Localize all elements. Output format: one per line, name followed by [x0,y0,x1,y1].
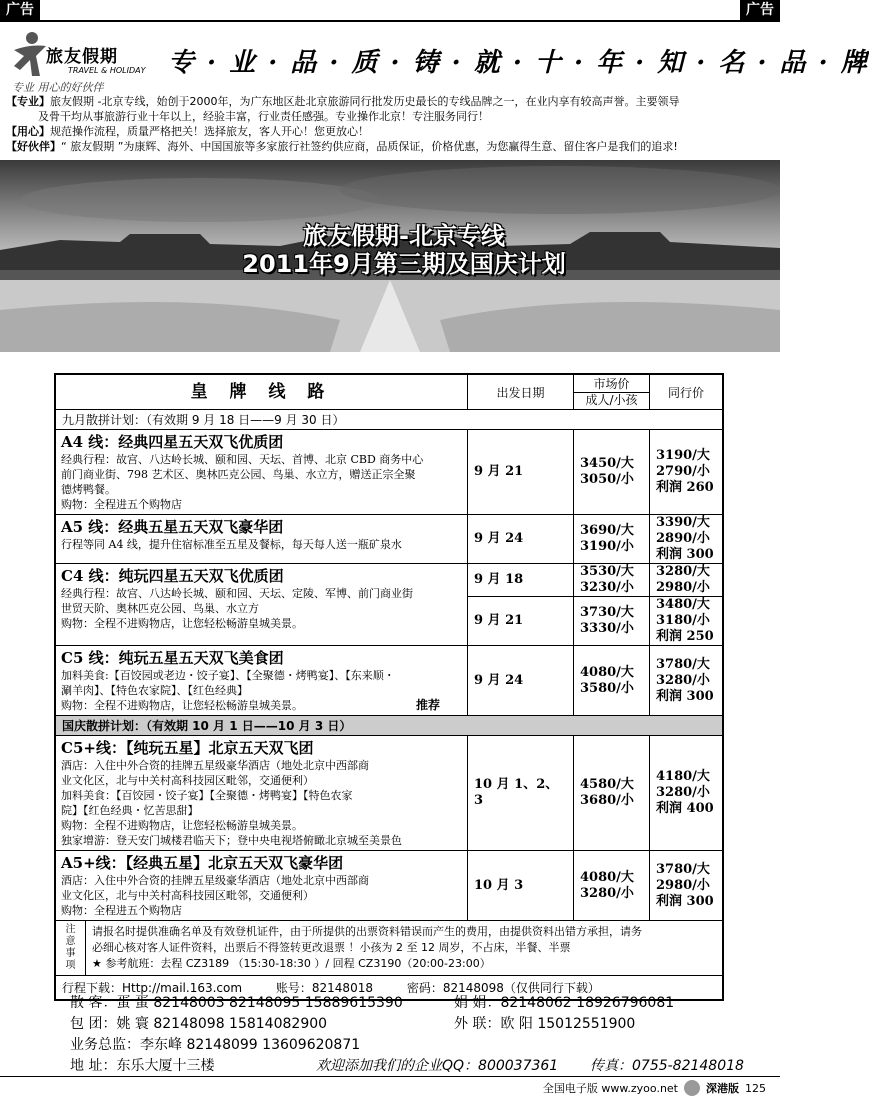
runner-logo-icon [10,30,50,80]
market-price: 3690/大 3190/小 [580,523,634,554]
notes-label: 注 意 事 项 [56,921,86,975]
intro-care-text: 规范操作流程，质量严格把关！选择旅友，客人开心！您更放心！ [50,125,369,138]
page-footer [543,1080,766,1096]
header-rule [0,20,780,22]
route-c5-plus-food: 加料美食：【百饺园・饺子宴】【全聚德・烤鸭宴】【特色农家 [61,789,353,802]
download-password: 密码：82148098（仅供同行下载） [406,981,600,995]
notes-text [86,921,722,975]
departure-date: 9 月 21 [468,596,573,645]
contact-block [70,993,760,1077]
tour-plan-table [54,373,724,1001]
peer-price: 4180/大 3280/小 利润 400 [656,769,714,816]
company-intro [6,94,776,154]
route-a5 [56,515,468,563]
peer-price: 3390/大 2890/小 利润 300 [656,515,714,562]
banner-subtitle: 2011年9月第三期及国庆计划 [242,250,566,278]
table-header-row [56,375,722,409]
route-c4-name: C4 线：纯玩四星五天双飞优质团 [61,567,284,585]
table-row-a4 [56,429,722,514]
table-row-c4 [56,563,722,645]
peer-price: 3780/大 2980/小 利润 300 [656,861,714,909]
recommend-badge: 推荐 [415,698,440,712]
route-c5-plus-hotel: 业文化区，北与中关村高科技园区毗邻，交通便利） [61,774,314,787]
section-september: 九月散拼计划：（有效期 9 月 18 日——9 月 30 日） [56,409,722,429]
peer-price: 3780/大 3280/小 利润 300 [656,656,714,704]
route-c5-name: C5 线：纯玩五星五天双飞美食团 [61,649,284,667]
route-a5-plus-name: A5+线：【经典五星】北京五天双飞豪华团 [61,854,344,872]
contact-external: 外 联：欧 阳 15012551900 [454,1016,636,1032]
route-c5-plus-shopping: 购物：全程不进购物店，让您轻松畅游皇城美景。 [61,819,303,832]
notes-row [56,920,722,975]
market-price: 3730/大 3330/小 [574,596,649,645]
flight-info: ★ 参考航班：去程 CZ3189 （15:30-18:30 ）/ 回程 CZ3190（20:00-23:00） [92,957,491,970]
table-row-a5-plus [56,850,722,920]
market-price: 4080/大 3280/小 [580,869,634,901]
header-route: 皇 牌 线 路 [56,375,468,409]
peer-price: 3190/大 2790/小 利润 260 [656,448,714,495]
route-a4-name: A4 线：经典四星五天双飞优质团 [61,433,284,451]
route-a4-desc: 前门商业街、798 艺术区、奥林匹克公园、鸟巢、水立方，赠送正宗全聚 [61,468,416,481]
intro-partner-text: “ 旅友假期 ”为康辉、海外、中国国旅等多家旅行社签约供应商，品质保证，价格优惠，为您赢得生意、留住客户是我们的追求! [61,140,678,153]
route-c5-desc: 加料美食:【百饺园或老边・饺子宴】、【全聚德・烤鸭宴】、【东来顺・ [61,669,395,682]
departure-date: 9 月 18 [474,572,524,587]
departure-date: 9 月 21 [474,464,524,479]
footer-rule [0,1076,780,1077]
route-a4-shopping: 购物：全程进五个购物店 [61,498,182,511]
route-a5-desc: 行程等同 A4 线，提升住宿标准至五星及餐标，每天每人送一瓶矿泉水 [61,538,402,551]
download-link[interactable]: 行程下载：Http://mail.163.com [62,981,243,995]
ad-tag-left: 广告 [0,0,40,20]
header-market [574,375,650,409]
header-market-sub: 成人/小孩 [574,392,649,408]
intro-key-partner: 【好伙伴】 [6,140,61,153]
route-c5-shopping: 购物：全程不进购物店，让您轻松畅游皇城美景。 [61,699,303,712]
intro-key-care: 【用心】 [6,125,50,138]
departure-date: 10 月 1、2、3 [474,777,559,808]
contact-director: 业务总监：李东峰 82148099 13609620871 [70,1037,361,1053]
route-a4-desc: 德烤鸭餐。 [61,483,116,496]
intro-key-pro: 【专业】 [6,95,50,108]
market-price: 3450/大 3050/小 [580,456,634,487]
header-date-label: 出发日期 [496,385,545,400]
contact-group: 包 团：姚 寰 82148098 15814082900 [70,1016,328,1032]
motto-headline: 专 · 业 · 品 · 质 · 铸 · 就 · 十 · 年 · 知 · 名 · 品 · 牌 [168,48,869,78]
departure-date: 9 月 24 [474,531,524,546]
route-c5-plus-hotel: 酒店：入住中外合资的挂牌五星级豪华酒店（地处北京中西部商 [61,759,369,772]
route-c5-plus-name: C5+线：【纯玩五星】北京五天双飞团 [61,739,314,757]
notes-line: 必细心核对客人证件资料，出票后不得签转更改退票 ！小孩为 2 至 12 周岁，不占床，半餐、半票 [92,941,571,954]
header-market-label: 市场价 [593,376,630,391]
table-row-a5 [56,514,722,563]
market-price: 4580/大 3680/小 [580,777,634,808]
footer-edition: 深港版 [706,1082,739,1095]
contact-retail: 散 客：蛋 蛋 82148003 82148095 15889615390 [70,995,403,1011]
header-peer-label: 同行价 [667,385,704,400]
market-price: 3530/大 3230/小 [580,564,634,595]
brand-name-en: TRAVEL & HOLIDAY [68,66,146,75]
route-a5-plus-shopping: 购物：全程进五个购物店 [61,904,182,917]
intro-pro-text: 旅友假期 -北京专线，始创于2000年，为广东地区赴北京旅游同行批发历史最长的专线品牌之一，在业内享有较高声誉。主要领导 [50,95,680,108]
table-row-c5 [56,645,722,715]
contact-retail-2: 娟 娟：82148062 18926796081 [454,995,675,1011]
ad-tag-right: 广告 [740,0,780,20]
peer-price: 3480/大 3180/小 利润 250 [650,596,722,645]
header-date [468,375,574,409]
brand-name: 旅友假期 [46,47,118,67]
intro-pro-text-2: 及骨干均从事旅游行业十年以上，经验丰富，行业责任感强。专业操作北京！专注服务同行！ [38,110,489,123]
route-a5-plus [56,851,468,920]
contact-fax: 传真：0755-82148018 [590,1058,744,1074]
route-c4-shopping: 购物：全程不进购物店，让您轻松畅游皇城美景。 [61,617,303,630]
brand-slogan: 专业 用心的好伙伴 [12,81,104,94]
brand-logo [10,26,160,94]
route-c5-plus [56,736,468,850]
route-a4 [56,430,468,514]
route-a4-desc: 经典行程：故宫、八达岭长城、颐和园、天坛、首博、北京 CBD 商务中心 [61,453,424,466]
departure-date: 9 月 24 [474,672,524,688]
market-price: 4080/大 3580/小 [580,664,634,696]
publisher-logo-icon [684,1080,700,1096]
contact-address: 地 址：东乐大厦十三楼 [70,1058,215,1074]
route-a5-plus-hotel: 业文化区，北与中关村高科技园区毗邻，交通便利） [61,889,314,902]
footer-site: 全国电子版 www.zyoo.net [542,1082,678,1095]
forbidden-city-banner [0,160,780,352]
route-c5-desc: 涮羊肉】、【特色农家院】、【红色经典】 [61,684,248,697]
route-c5-plus-food: 院】【红色经典・忆苦思甜】 [61,804,199,817]
route-c5 [56,646,468,715]
header-peer [650,375,722,409]
section-national-day: 国庆散拼计划：（有效期 10 月 1 日——10 月 3 日） [56,715,722,735]
route-c5-plus-extra: 独家增游：登天安门城楼君临天下；登中央电视塔俯瞰北京城至美景色 [61,834,402,847]
table-row-c5-plus [56,735,722,850]
notes-line: 请报名时提供准确名单及有效登机证件，由于所提供的出票资料错误而产生的费用，由提供资料出错方承担，请务 [92,925,642,938]
peer-price: 3280/大 2980/小 [656,564,710,595]
banner-title: 旅友假期-北京专线 [303,222,505,250]
route-a5-name: A5 线：经典五星五天双飞豪华团 [61,518,284,536]
page-number: 125 [745,1081,766,1095]
route-c4-desc: 世贸天阶、奥林匹克公园、鸟巢、水立方 [61,602,259,615]
contact-qq: 欢迎添加我们的企业QQ：800037361 [316,1058,559,1074]
route-a5-plus-hotel: 酒店：入住中外合资的挂牌五星级豪华酒店（地处北京中西部商 [61,874,369,887]
route-c4-desc: 经典行程：故宫、八达岭长城、颐和园、天坛、定陵、军博、前门商业街 [61,587,413,600]
download-account: 账号：82148018 [275,981,373,995]
route-c4 [56,564,468,645]
departure-date: 10 月 3 [474,877,524,893]
